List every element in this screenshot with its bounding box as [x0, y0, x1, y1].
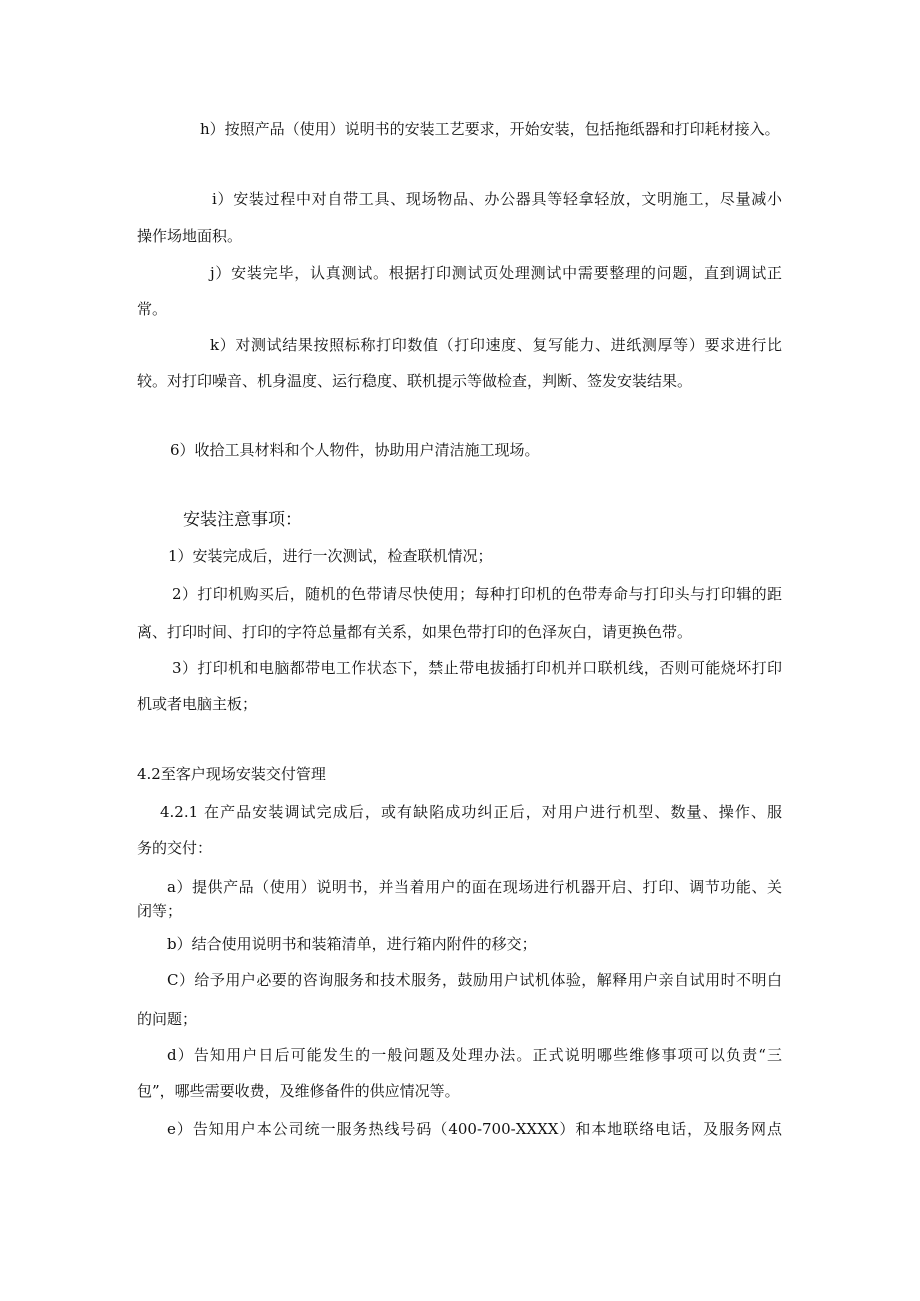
section-para-line-2: 务的交付： — [137, 839, 213, 857]
section-para-line-1: 4.2.1 在产品安装调试完成后，或有缺陷成功纠正后，对用户进行机型、数量、操作、服 — [160, 803, 782, 821]
note-3-line-2: 机或者电脑主板； — [137, 695, 258, 713]
step-j-line-1: j）安装完毕，认真测试。根据打印测试页处理测试中需要整理的问题，直到调试正 — [210, 264, 782, 282]
step-k-line-1: k）对测试结果按照标称打印数值（打印速度、复写能力、进纸测厚等）要求进行比 — [210, 336, 782, 354]
note-1: 1）安装完成后，进行一次测试，检查联机情况； — [168, 547, 493, 565]
item-a-line-2: 闭等； — [137, 902, 183, 920]
note-2-line-1: 2）打印机购买后，随机的色带请尽快使用；每种打印机的色带寿命与打印头与打印辑的距 — [172, 585, 782, 603]
note-2-line-2: 离、打印时间、打印的字符总量都有关系，如果色带打印的色泽灰白，请更换色带。 — [137, 623, 693, 641]
step-i-line-1: i）安装过程中对自带工具、现场物品、办公器具等轻拿轻放，文明施工，尽量减小 — [212, 190, 782, 208]
step-k-line-2: 较。对打印噪音、机身温度、运行稳度、联机提示等做检查，判断、签发安装结果。 — [137, 372, 693, 390]
step-h: h）按照产品（使用）说明书的安装工艺要求，开始安装，包括拖纸器和打印耗材接入。 — [200, 120, 780, 138]
item-a-line-1: a）提供产品（使用）说明书，并当着用户的面在现场进行机器开启、打印、调节功能、关 — [167, 878, 782, 896]
notes-title: 安装注意事项： — [183, 510, 302, 530]
note-3-line-1: 3）打印机和电脑都带电工作状态下，禁止带电拔插打印机并口联机线，否则可能烧坏打印 — [172, 659, 782, 677]
step-i-line-2: 操作场地面积。 — [137, 227, 243, 245]
item-c-line-1: C）给予用户必要的咨询服务和技术服务，鼓励用户试机体验，解释用户亲自试用时不明白 — [167, 971, 782, 989]
section-title: 4.2至客户现场安装交付管理 — [137, 765, 326, 783]
item-b: b）结合使用说明书和装箱清单，进行箱内附件的移交； — [167, 935, 537, 953]
item-e-line-1: e）告知用户本公司统一服务热线号码（400-700-XXXX）和本地联络电话，及服务网点 — [167, 1120, 782, 1138]
item-c-line-2: 的问题； — [137, 1010, 198, 1028]
item-d-line-1: d）告知用户日后可能发生的一般问题及处理办法。正式说明哪些维修事项可以负责“三 — [167, 1046, 782, 1064]
item-d-line-2: 包”，哪些需要收费，及维修备件的供应情况等。 — [137, 1082, 460, 1100]
step-j-line-2: 常。 — [137, 300, 168, 318]
step-6: 6）收拾工具材料和个人物件，协助用户清洁施工现场。 — [170, 441, 540, 459]
